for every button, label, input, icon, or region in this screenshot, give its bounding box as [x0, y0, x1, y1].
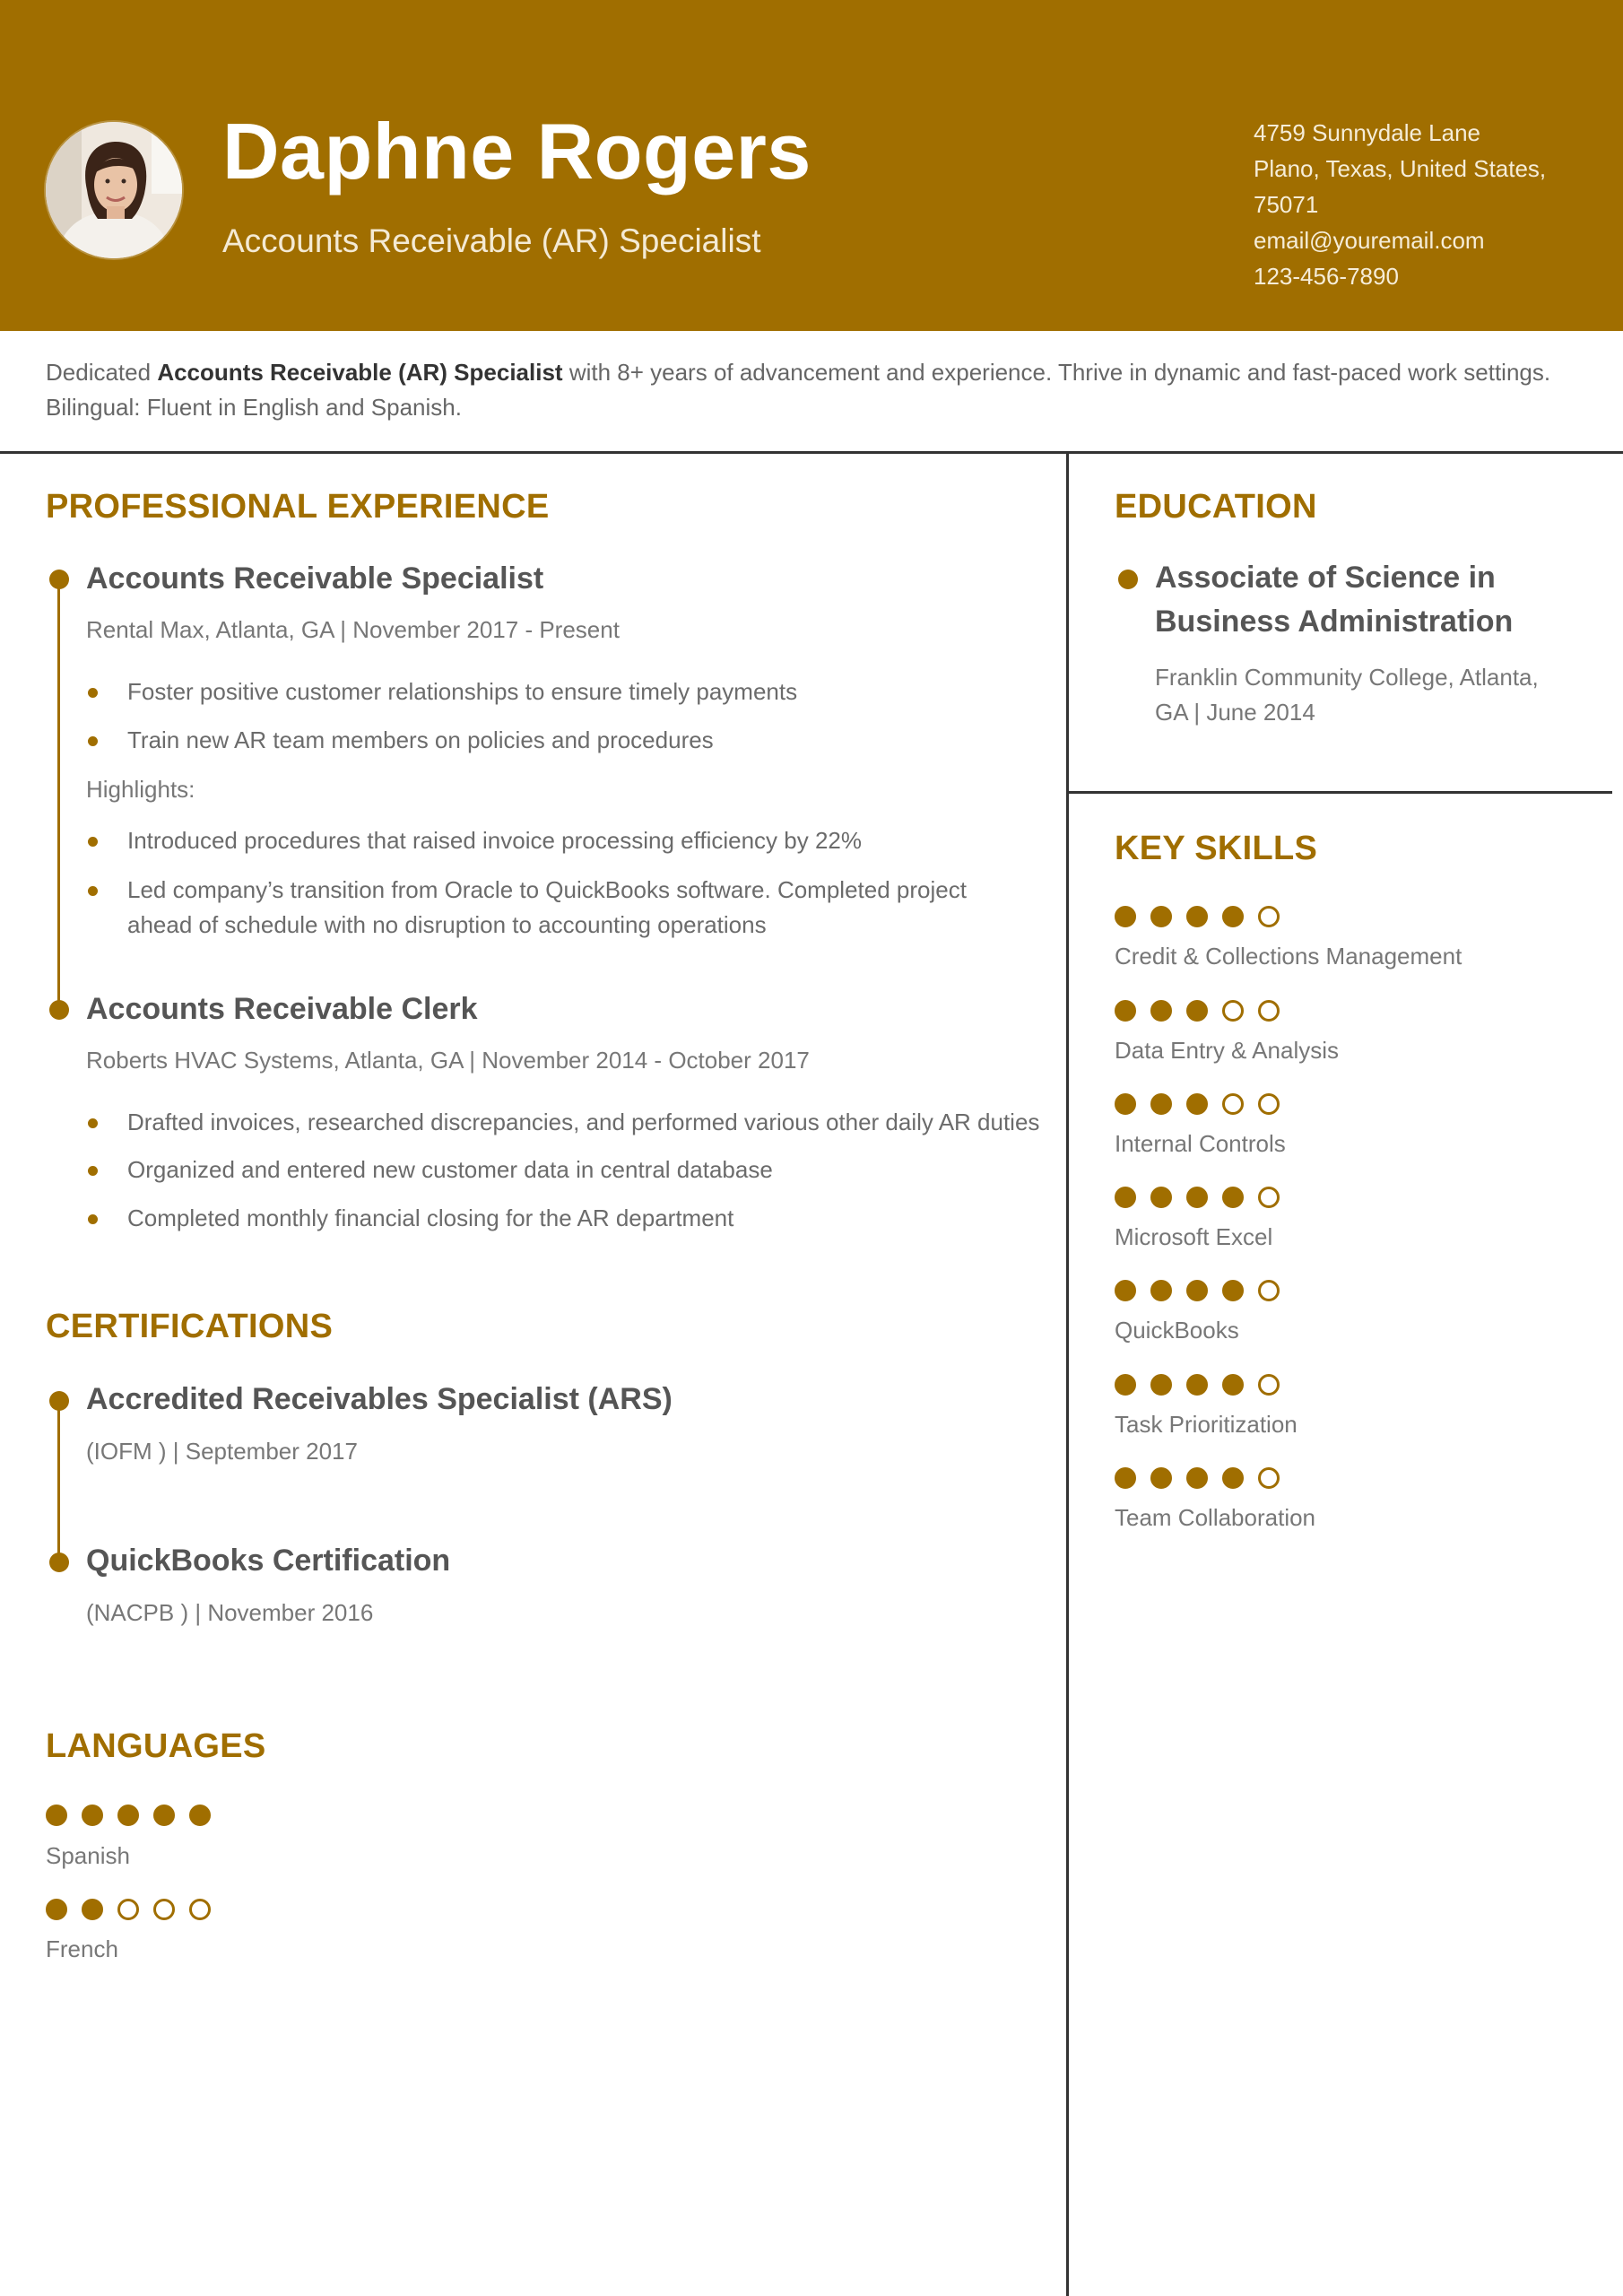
- job-marker: [49, 1000, 69, 1020]
- language-name: French: [46, 1935, 118, 1962]
- education-heading: EDUCATION: [1115, 488, 1317, 526]
- rating-dot-filled: [1150, 1093, 1172, 1115]
- rating-dot-filled: [46, 1805, 67, 1826]
- skills-heading: KEY SKILLS: [1115, 830, 1318, 867]
- rating-dot-filled: [82, 1805, 103, 1826]
- contact-block: [1254, 115, 1594, 294]
- languages-heading: LANGUAGES: [46, 1727, 266, 1765]
- job-bullet: Completed monthly financial closing for the AR department: [127, 1201, 1042, 1236]
- skill-rating: [1115, 906, 1280, 927]
- language-rating: [46, 1805, 211, 1826]
- contact-city: Plano, Texas, United States,: [1254, 155, 1547, 182]
- education-degree: Associate of Science in Business Administration: [1155, 561, 1514, 639]
- rating-dot-filled: [1150, 906, 1172, 927]
- rating-dot-empty: [1258, 1187, 1280, 1208]
- rating-dot-filled: [1115, 906, 1136, 927]
- rating-dot-filled: [1186, 906, 1208, 927]
- rating-dot-empty: [1258, 1000, 1280, 1022]
- summary-divider: [0, 451, 1623, 454]
- rating-dot-empty: [117, 1899, 139, 1920]
- skill-name: Team Collaboration: [1115, 1504, 1316, 1531]
- rating-dot-filled: [1186, 1374, 1208, 1396]
- rating-dot-filled: [1222, 1467, 1244, 1489]
- cert-marker: [49, 1552, 69, 1572]
- experience-timeline: [57, 579, 60, 1010]
- certifications-timeline: [57, 1401, 60, 1562]
- rating-dot-filled: [1222, 1280, 1244, 1301]
- rating-dot-filled: [1150, 1374, 1172, 1396]
- rating-dot-filled: [189, 1805, 211, 1826]
- rating-dot-filled: [82, 1899, 103, 1920]
- rating-dot-filled: [1150, 1280, 1172, 1301]
- rating-dot-empty: [1258, 1093, 1280, 1115]
- rating-dot-filled: [1186, 1467, 1208, 1489]
- summary-prefix: Dedicated: [46, 359, 152, 386]
- rating-dot-filled: [1222, 1187, 1244, 1208]
- rating-dot-empty: [1258, 906, 1280, 927]
- job-title: Accounts Receivable Clerk: [86, 992, 478, 1026]
- education-divider: [1067, 791, 1612, 794]
- skill-rating: [1115, 1467, 1280, 1489]
- rating-dot-filled: [1115, 1374, 1136, 1396]
- rating-dot-empty: [153, 1899, 175, 1920]
- rating-dot-filled: [46, 1899, 67, 1920]
- cert-marker: [49, 1391, 69, 1411]
- profile-photo: [46, 122, 182, 258]
- candidate-name: Daphne Rogers: [222, 107, 812, 196]
- skill-name: Data Entry & Analysis: [1115, 1037, 1339, 1064]
- rating-dot-filled: [1186, 1187, 1208, 1208]
- rating-dot-filled: [1186, 1093, 1208, 1115]
- cert-title: QuickBooks Certification: [86, 1544, 451, 1578]
- candidate-title: Accounts Receivable (AR) Specialist: [222, 222, 761, 259]
- job-marker: [49, 570, 69, 589]
- skill-name: Credit & Collections Management: [1115, 943, 1462, 970]
- job-bullet: Organized and entered new customer data in central database: [127, 1152, 1042, 1187]
- avatar: [46, 122, 182, 258]
- summary-bold: Accounts Receivable (AR) Specialist: [157, 359, 563, 386]
- job-title: Accounts Receivable Specialist: [86, 561, 544, 596]
- education-marker: [1118, 570, 1138, 589]
- skill-rating: [1115, 1000, 1280, 1022]
- rating-dot-filled: [1150, 1187, 1172, 1208]
- job-meta: Rental Max, Atlanta, GA | November 2017 - Present: [86, 616, 620, 643]
- skill-name: QuickBooks: [1115, 1317, 1239, 1344]
- job-bullet: Drafted invoices, researched discrepancies, and performed various other daily AR duties: [127, 1105, 1042, 1140]
- rating-dot-empty: [189, 1899, 211, 1920]
- education-meta: Franklin Community College, Atlanta, GA | June 2014: [1155, 664, 1539, 726]
- rating-dot-filled: [1115, 1467, 1136, 1489]
- job-bullet: Foster positive customer relationships to ensure timely payments: [127, 674, 1024, 709]
- rating-dot-filled: [1150, 1000, 1172, 1022]
- contact-phone[interactable]: 123-456-7890: [1254, 263, 1399, 290]
- experience-heading: PROFESSIONAL EXPERIENCE: [46, 488, 550, 526]
- summary: [46, 355, 1570, 425]
- cert-meta: (IOFM ) | September 2017: [86, 1438, 358, 1465]
- rating-dot-filled: [1150, 1467, 1172, 1489]
- cert-title: Accredited Receivables Specialist (ARS): [86, 1382, 673, 1416]
- rating-dot-filled: [1115, 1000, 1136, 1022]
- rating-dot-empty: [1258, 1374, 1280, 1396]
- skill-rating: [1115, 1187, 1280, 1208]
- cert-meta: (NACPB ) | November 2016: [86, 1599, 374, 1626]
- skill-rating: [1115, 1374, 1280, 1396]
- language-rating: [46, 1899, 211, 1920]
- contact-zip: 75071: [1254, 191, 1319, 218]
- rating-dot-filled: [1222, 906, 1244, 927]
- skill-name: Microsoft Excel: [1115, 1223, 1273, 1250]
- highlight-bullet: Led company’s transition from Oracle to QuickBooks software. Completed project ahead of schedule with no disruption to accounting operations: [127, 873, 988, 943]
- summary-rest: with 8+ years of advancement and experience. Thrive in dynamic and fast-paced work settings. Bilingual: Fluent in English and Spanish.: [46, 359, 1551, 421]
- rating-dot-filled: [1115, 1187, 1136, 1208]
- skill-rating: [1115, 1093, 1280, 1115]
- contact-email[interactable]: email@youremail.com: [1254, 227, 1485, 254]
- skill-name: Task Prioritization: [1115, 1411, 1298, 1438]
- contact-street: 4759 Sunnydale Lane: [1254, 119, 1481, 146]
- skill-name: Internal Controls: [1115, 1130, 1286, 1157]
- language-name: Spanish: [46, 1842, 130, 1869]
- rating-dot-empty: [1258, 1467, 1280, 1489]
- highlights-label: Highlights:: [86, 776, 195, 803]
- rating-dot-empty: [1222, 1093, 1244, 1115]
- rating-dot-filled: [1115, 1280, 1136, 1301]
- job-meta: Roberts HVAC Systems, Atlanta, GA | November 2014 - October 2017: [86, 1047, 810, 1074]
- job-bullet: Train new AR team members on policies and procedures: [127, 723, 1024, 758]
- certifications-heading: CERTIFICATIONS: [46, 1308, 334, 1345]
- skill-rating: [1115, 1280, 1280, 1301]
- column-divider: [1066, 451, 1069, 2296]
- rating-dot-filled: [1222, 1374, 1244, 1396]
- rating-dot-filled: [153, 1805, 175, 1826]
- rating-dot-filled: [1186, 1280, 1208, 1301]
- rating-dot-empty: [1258, 1280, 1280, 1301]
- rating-dot-empty: [1222, 1000, 1244, 1022]
- rating-dot-filled: [117, 1805, 139, 1826]
- rating-dot-filled: [1186, 1000, 1208, 1022]
- header-banner: [0, 0, 1623, 331]
- highlight-bullet: Introduced procedures that raised invoice processing efficiency by 22%: [127, 823, 1024, 858]
- rating-dot-filled: [1115, 1093, 1136, 1115]
